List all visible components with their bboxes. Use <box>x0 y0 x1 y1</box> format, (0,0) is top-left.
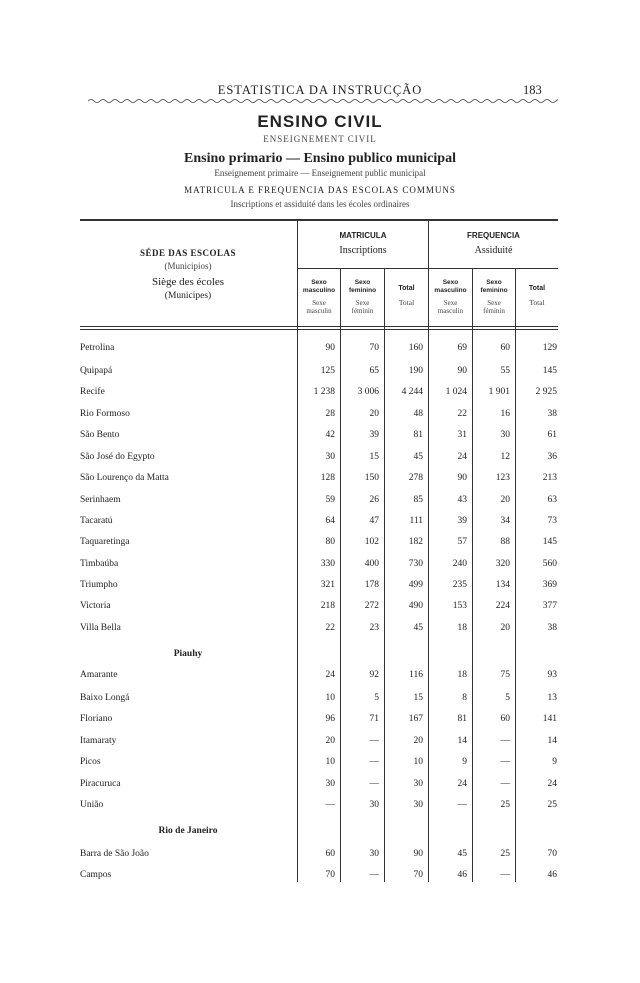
row-value: 272 <box>364 601 379 611</box>
row-value: — <box>500 757 510 767</box>
row-value: 145 <box>542 366 557 376</box>
row-value: 75 <box>500 670 510 680</box>
row-value: 80 <box>325 537 335 547</box>
row-value: 499 <box>408 580 423 590</box>
row-value: 8 <box>462 693 467 703</box>
table-caption: MATRICULA E FREQUENCIA DAS ESCOLAS COMMUNS <box>184 185 456 195</box>
row-value: 90 <box>457 366 467 376</box>
table-row <box>0 452 640 468</box>
row-value: 81 <box>457 714 467 724</box>
row-value: — <box>500 779 510 789</box>
row-value: 45 <box>457 849 467 859</box>
row-value: 178 <box>364 580 379 590</box>
row-value: 400 <box>364 559 379 569</box>
row-value: 61 <box>547 430 557 440</box>
subhead-total-fr: Total <box>398 298 415 307</box>
table-row <box>0 430 640 446</box>
row-value: 218 <box>320 601 335 611</box>
row-value: 23 <box>369 623 379 633</box>
section-label-rio: Rio de Janeiro <box>158 826 218 836</box>
table-row <box>0 670 640 686</box>
row-value: 5 <box>374 693 379 703</box>
row-value: 1 901 <box>488 387 510 397</box>
row-value: 55 <box>500 366 510 376</box>
row-value: 60 <box>500 343 510 353</box>
row-value: 70 <box>369 343 379 353</box>
row-value: 377 <box>542 601 557 611</box>
row-value: 28 <box>325 409 335 419</box>
subhead-masc-fr: Sexe masculin <box>306 299 332 315</box>
section-subtitle: Ensino primario — Ensino publico municipal <box>184 151 456 166</box>
table-row <box>0 559 640 575</box>
row-value: 14 <box>457 736 467 746</box>
row-value: 123 <box>495 473 510 483</box>
row-municipality: São Lourenço da Matta <box>80 473 169 483</box>
row-value: 48 <box>413 409 423 419</box>
row-value: — <box>500 736 510 746</box>
row-municipality: Recife <box>80 387 105 397</box>
row-value: 20 <box>500 495 510 505</box>
row-municipality: Quipapá <box>80 366 113 376</box>
row-value: 45 <box>413 623 423 633</box>
row-value: 39 <box>457 516 467 526</box>
row-value: 182 <box>408 537 423 547</box>
row-value: — <box>369 870 379 880</box>
row-value: 59 <box>325 495 335 505</box>
row-value: 145 <box>542 537 557 547</box>
row-value: 81 <box>413 430 423 440</box>
header-frequencia: FREQUENCIA <box>467 231 520 240</box>
running-head <box>0 83 640 97</box>
row-value: — <box>369 779 379 789</box>
row-value: 730 <box>408 559 423 569</box>
row-value: 30 <box>369 800 379 810</box>
row-value: 90 <box>325 343 335 353</box>
table-row <box>0 516 640 532</box>
row-value: 3 006 <box>357 387 379 397</box>
row-value: 150 <box>364 473 379 483</box>
row-value: 167 <box>408 714 423 724</box>
row-value: 39 <box>369 430 379 440</box>
row-value: 1 238 <box>313 387 335 397</box>
header-bottom-rule-1 <box>80 326 558 327</box>
row-value: 13 <box>547 693 557 703</box>
row-value: 38 <box>547 623 557 633</box>
row-value: 116 <box>409 670 423 680</box>
table-row <box>0 366 640 382</box>
subhead-masc-pt: Sexo masculino <box>302 279 336 294</box>
header-assiduite: Assiduité <box>474 245 513 256</box>
row-value: 30 <box>325 452 335 462</box>
table-row <box>0 495 640 511</box>
row-municipality: Serinhaem <box>80 495 121 505</box>
row-value: 20 <box>500 623 510 633</box>
table-top-rule <box>80 219 558 221</box>
row-municipality: Piracuruca <box>80 779 121 789</box>
table-row <box>0 757 640 773</box>
row-municipality: Tacaratú <box>80 516 113 526</box>
table-row <box>0 537 640 553</box>
row-value: 369 <box>542 580 557 590</box>
row-value: 18 <box>457 670 467 680</box>
row-value: 235 <box>452 580 467 590</box>
row-value: 57 <box>457 537 467 547</box>
row-value: 320 <box>495 559 510 569</box>
row-value: 88 <box>500 537 510 547</box>
row-value: 9 <box>462 757 467 767</box>
row-value: 70 <box>325 870 335 880</box>
row-municipality: Timbaúba <box>80 559 119 569</box>
table-row <box>0 473 640 489</box>
table-row <box>0 779 640 795</box>
subhead-freq-masc-pt: Sexo masculino <box>434 279 467 294</box>
row-value: 20 <box>369 409 379 419</box>
row-value: 38 <box>547 409 557 419</box>
row-value: 4 244 <box>401 387 423 397</box>
row-municipality: Villa Bella <box>80 623 121 633</box>
row-municipality: Campos <box>80 870 112 880</box>
row-value: 18 <box>457 623 467 633</box>
row-value: 15 <box>413 693 423 703</box>
row-value: 65 <box>369 366 379 376</box>
row-value: — <box>325 800 335 810</box>
row-value: 30 <box>369 849 379 859</box>
row-value: 160 <box>408 343 423 353</box>
row-value: 10 <box>325 693 335 703</box>
table-row <box>0 343 640 359</box>
header-bottom-rule-2 <box>80 329 558 330</box>
row-value: 15 <box>369 452 379 462</box>
row-value: — <box>369 757 379 767</box>
subhead-fem-fr: Sexe féminin <box>351 299 374 315</box>
row-value: 134 <box>495 580 510 590</box>
row-value: 1 024 <box>445 387 467 397</box>
row-value: 93 <box>547 670 557 680</box>
running-title: ESTATISTICA DA INSTRUCÇÃO <box>217 83 423 97</box>
header-municipios: (Municipios) <box>164 261 212 271</box>
row-value: 321 <box>320 580 335 590</box>
row-value: 14 <box>547 736 557 746</box>
row-municipality: São José do Egypto <box>80 452 155 462</box>
row-value: 22 <box>325 623 335 633</box>
row-value: 30 <box>413 800 423 810</box>
row-municipality: Victoria <box>80 601 111 611</box>
subhead-freq-fem-pt: Sexo feminino <box>480 279 508 294</box>
table-row <box>0 870 640 886</box>
header-sede: SÉDE DAS ESCOLAS <box>139 248 237 258</box>
table-row <box>0 409 640 425</box>
row-value: 560 <box>542 559 557 569</box>
row-value: 129 <box>542 343 557 353</box>
row-value: 34 <box>500 516 510 526</box>
row-value: 46 <box>457 870 467 880</box>
subhead-total-pt: Total <box>398 285 415 292</box>
table-row <box>0 736 640 752</box>
row-value: 43 <box>457 495 467 505</box>
row-value: — <box>457 800 467 810</box>
section-label-piauhy: Piauhy <box>173 649 203 659</box>
table-row <box>0 800 640 816</box>
row-value: 213 <box>542 473 557 483</box>
row-value: 30 <box>500 430 510 440</box>
page-number: 183 <box>523 83 542 97</box>
row-value: 12 <box>500 452 510 462</box>
row-municipality: Taquaretinga <box>80 537 130 547</box>
row-value: 69 <box>457 343 467 353</box>
row-value: 64 <box>325 516 335 526</box>
row-value: 73 <box>547 516 557 526</box>
row-value: 24 <box>457 779 467 789</box>
row-municipality: Itamaraty <box>80 736 117 746</box>
row-value: 47 <box>369 516 379 526</box>
row-value: 30 <box>325 779 335 789</box>
subhead-freq-masc-fr: Sexe masculin <box>437 299 464 315</box>
row-value: 90 <box>413 849 423 859</box>
row-value: 141 <box>542 714 557 724</box>
table-row <box>0 623 640 639</box>
row-value: 36 <box>547 452 557 462</box>
row-value: 24 <box>325 670 335 680</box>
subhead-freq-fem-fr: Sexe féminin <box>483 299 505 315</box>
row-value: 70 <box>413 870 423 880</box>
row-value: 31 <box>457 430 467 440</box>
row-value: 125 <box>320 366 335 376</box>
row-value: 60 <box>325 849 335 859</box>
table-row <box>0 601 640 617</box>
subhead-freq-total-fr: Total <box>529 298 545 307</box>
page-title: ENSINO CIVIL <box>257 112 383 131</box>
table-row <box>0 387 640 403</box>
row-municipality: Triumpho <box>80 580 118 590</box>
header-inscriptions: Inscriptions <box>339 245 387 256</box>
subhead-fem-pt: Sexo feminino <box>348 279 377 294</box>
row-value: — <box>500 870 510 880</box>
row-value: 128 <box>320 473 335 483</box>
row-value: 24 <box>547 779 557 789</box>
row-value: — <box>369 736 379 746</box>
table-row <box>0 693 640 709</box>
row-value: 190 <box>408 366 423 376</box>
row-value: 70 <box>547 849 557 859</box>
row-value: 240 <box>452 559 467 569</box>
row-value: 26 <box>369 495 379 505</box>
row-municipality: Petrolina <box>80 343 115 353</box>
page-title-fr: ENSEIGNEMENT CIVIL <box>263 134 377 144</box>
row-value: 20 <box>325 736 335 746</box>
row-value: 30 <box>413 779 423 789</box>
section-subtitle-fr: Enseignement primaire — Enseignement public municipal <box>214 168 426 178</box>
row-value: 2 925 <box>535 387 557 397</box>
row-municipality: Floriano <box>80 714 113 724</box>
row-value: 22 <box>457 409 467 419</box>
row-value: 42 <box>325 430 335 440</box>
row-municipality: Rio Formoso <box>80 409 130 419</box>
row-municipality: São Bento <box>80 430 120 440</box>
row-value: 60 <box>500 714 510 724</box>
row-value: 92 <box>369 670 379 680</box>
row-municipality: Baixo Longá <box>80 693 130 703</box>
row-municipality: Amarante <box>80 670 118 680</box>
header-municipes: (Municipes) <box>164 291 212 301</box>
row-value: 16 <box>500 409 510 419</box>
row-value: 63 <box>547 495 557 505</box>
row-municipality: Barra de São João <box>80 849 149 859</box>
row-municipality: Picos <box>80 757 101 767</box>
row-value: 71 <box>369 714 379 724</box>
row-value: 490 <box>408 601 423 611</box>
row-value: 330 <box>320 559 335 569</box>
row-value: 25 <box>547 800 557 810</box>
table-row <box>0 580 640 596</box>
row-value: 224 <box>495 601 510 611</box>
row-value: 111 <box>409 516 423 526</box>
row-value: 25 <box>500 800 510 810</box>
table-row <box>0 714 640 730</box>
row-municipality: União <box>80 800 104 810</box>
row-value: 85 <box>413 495 423 505</box>
table-row <box>0 849 640 865</box>
header-matricula: MATRICULA <box>339 231 387 240</box>
row-value: 25 <box>500 849 510 859</box>
row-value: 10 <box>325 757 335 767</box>
row-value: 20 <box>413 736 423 746</box>
row-value: 10 <box>413 757 423 767</box>
row-value: 102 <box>364 537 379 547</box>
row-value: 24 <box>457 452 467 462</box>
table-caption-fr: Inscriptions et assiduité dans les écoles ordinaires <box>230 199 410 209</box>
row-value: 45 <box>413 452 423 462</box>
wavy-rule <box>88 98 558 104</box>
row-value: 46 <box>547 870 557 880</box>
row-value: 278 <box>408 473 423 483</box>
row-value: 153 <box>452 601 467 611</box>
row-value: 90 <box>457 473 467 483</box>
subhead-freq-total-pt: Total <box>528 285 546 292</box>
row-value: 96 <box>325 714 335 724</box>
row-value: 9 <box>552 757 557 767</box>
header-siege: Siège des écoles <box>151 276 225 288</box>
row-value: 5 <box>505 693 510 703</box>
